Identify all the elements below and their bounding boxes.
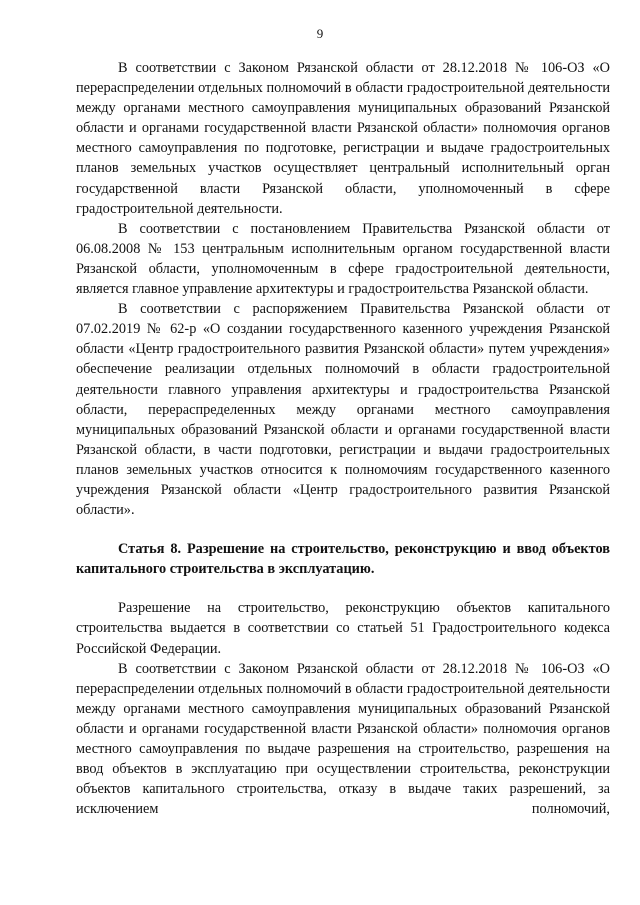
- paragraph-law-106-permits: В соответствии с Законом Рязанской области от 28.12.2018 № 106-ОЗ «О перераспределении отдельных полномочий в области градостроительной деятельности между органами местного самоуправления муниципальных образований Рязанской области и органами государственной власти Рязанской области» полномочия органов местного самоуправления по выдаче разрешения на строительство, разрешения на ввод объектов в эксплуатацию при осуществлении строительства, реконструкции объектов капитального строительства, отказу в выдаче таких разрешений, за исключением полномочий,: [76, 660, 610, 818]
- paragraph-resolution-153: В соответствии с постановлением Правительства Рязанской области от 06.08.2008 № 153 центральным исполнительным органом государственной власти Рязанской области, уполномоченным в сфере градостроительной деятельности, является главное управление архитектуры и градостроительства Рязанской области.: [76, 220, 610, 298]
- document-body: [76, 58, 610, 819]
- paragraph-law-106: В соответствии с Законом Рязанской области от 28.12.2018 № 106-ОЗ «О перераспределении отдельных полномочий в области градостроительной деятельности между органами местного самоуправления муниципальных образований Рязанской области и органами государственной власти Рязанской области» полномочия органов местного самоуправления по подготовке, регистрации и выдаче градостроительных планов земельных участков осуществляет центральный исполнительный орган государственной власти Рязанской области, уполномоченный в сфере градостроительной деятельности.: [76, 60, 610, 217]
- page-number: 9: [316, 26, 324, 41]
- article-8-heading: Статья 8. Разрешение на строительство, реконструкцию и ввод объектов капитального строительства в эксплуатацию.: [76, 541, 610, 578]
- paragraph-permit-article-51: Разрешение на строительство, реконструкцию объектов капитального строительства выдается в соответствии со статьей 51 Градостроительного кодекса Российской Федерации.: [76, 600, 610, 657]
- paragraph-order-62r: В соответствии с распоряжением Правительства Рязанской области от 07.02.2019 № 62-р «О создании государственного казенного учреждения Рязанской области «Центр градостроительного развития Рязанской области» путем учреждения» обеспечение реализации отдельных полномочий в области градостроительной деятельности главного управления архитектуры и градостроительства Рязанской области, перераспределенных между органами местного самоуправления муниципальных образований Рязанской области и органами государственной власти Рязанской области, в части подготовки, регистрации и выдачи градостроительных планов земельных участков относится к полномочиям государственного казенного учреждения Рязанской области «Центр градостроительного развития Рязанской области».: [76, 301, 610, 519]
